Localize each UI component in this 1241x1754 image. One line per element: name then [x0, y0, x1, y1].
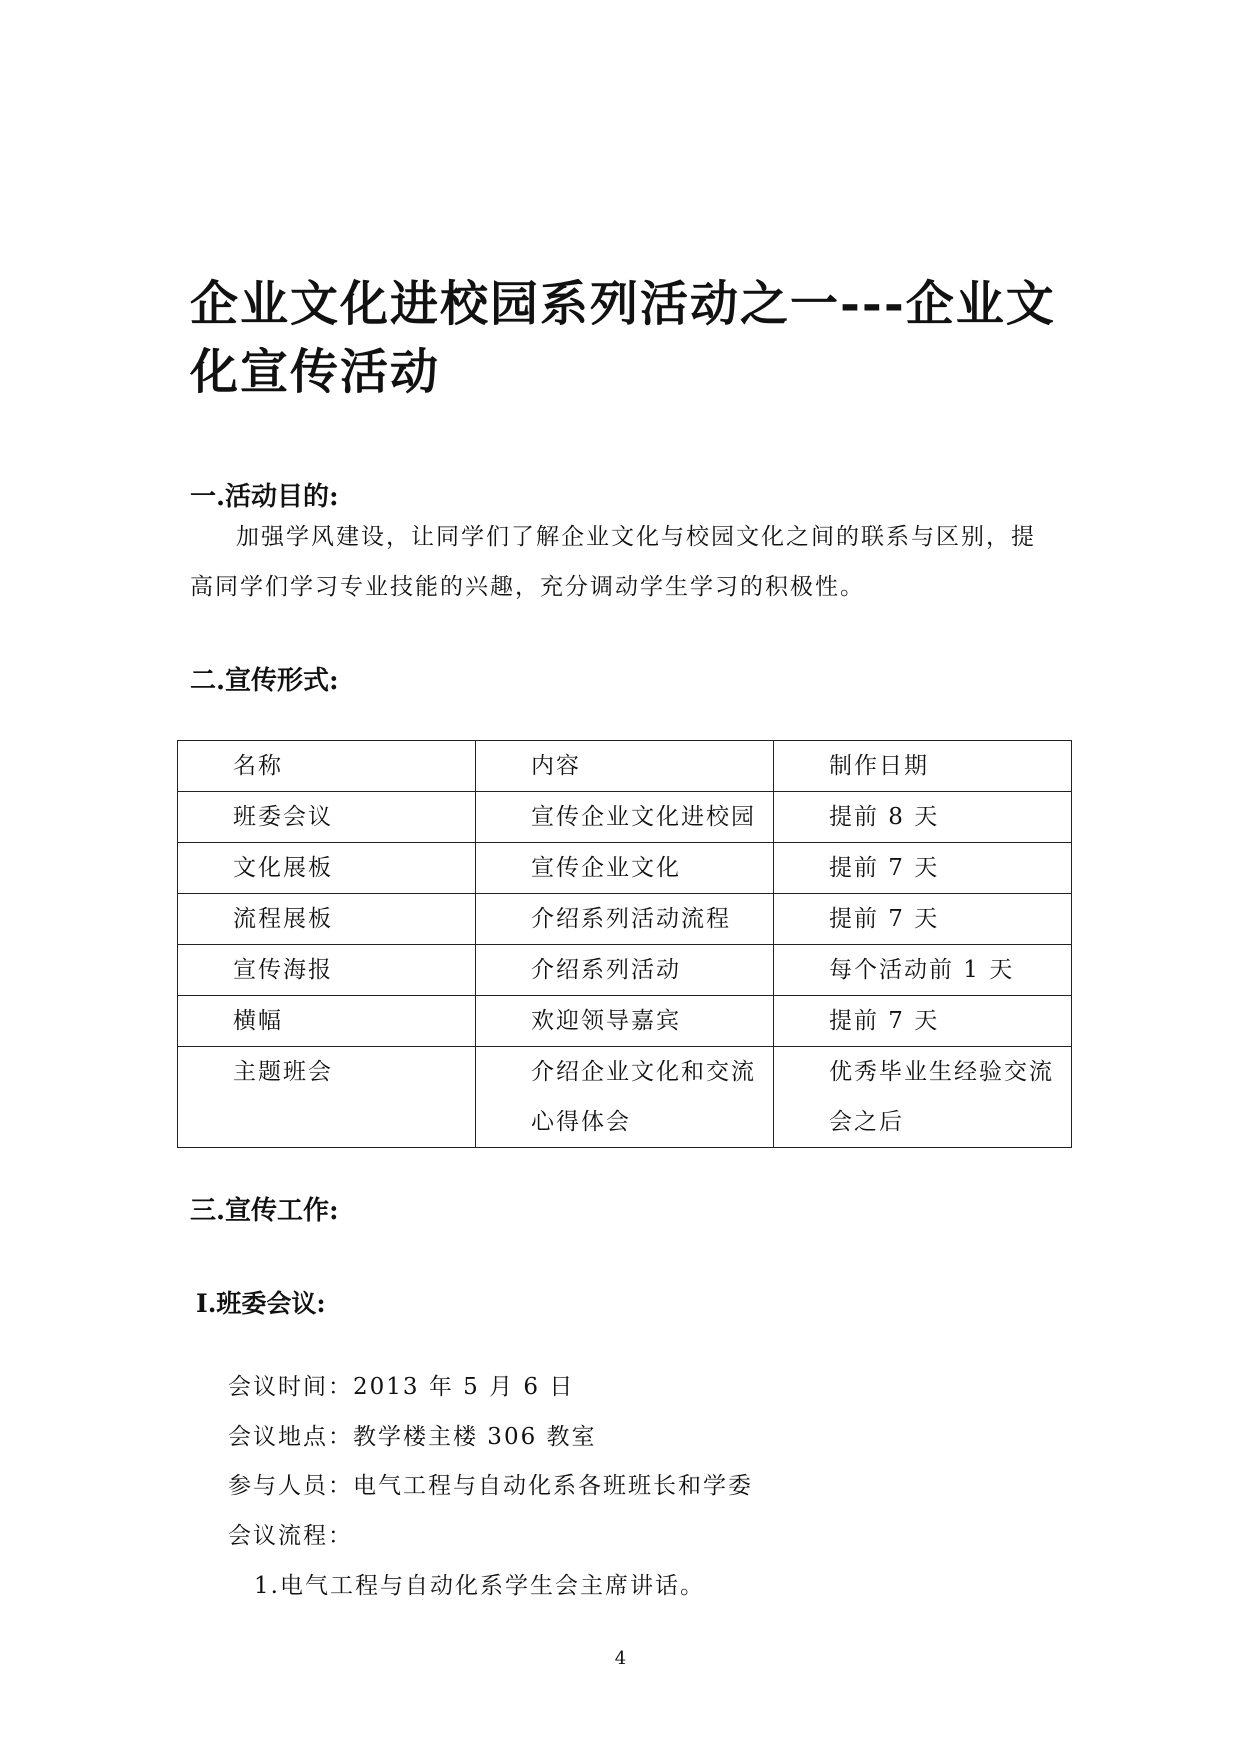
table-cell: 主题班会	[178, 1047, 476, 1148]
table-cell: 提前 7 天	[774, 894, 1072, 945]
table-cell: 欢迎领导嘉宾	[476, 996, 774, 1047]
table-row	[178, 1047, 1072, 1148]
table-cell: 介绍企业文化和交流心得体会	[476, 1047, 774, 1148]
table-cell: 提前 7 天	[774, 843, 1072, 894]
page-number: 4	[614, 1648, 627, 1669]
section-heading-forms: 二.宣传形式:	[190, 666, 339, 696]
section-heading-work: 三.宣传工作:	[190, 1196, 339, 1226]
table-cell: 横幅	[178, 996, 476, 1047]
table-cell: 宣传企业文化	[476, 843, 774, 894]
meeting-time: 会议时间：2013 年 5 月 6 日	[228, 1374, 575, 1400]
table-row	[178, 792, 1072, 843]
table-row	[178, 894, 1072, 945]
table-cell: 文化展板	[178, 843, 476, 894]
table-row	[178, 996, 1072, 1047]
table-header-row	[178, 741, 1072, 792]
table-cell: 提前 8 天	[774, 792, 1072, 843]
table-row	[178, 843, 1072, 894]
meeting-participants: 参与人员：电气工程与自动化系各班班长和学委	[228, 1473, 753, 1499]
meeting-location: 会议地点：教学楼主楼 306 教室	[228, 1424, 597, 1450]
purpose-paragraph	[190, 512, 1060, 612]
table-cell: 介绍系列活动流程	[476, 894, 774, 945]
publicity-forms-table	[177, 740, 1072, 1148]
table-header-cell: 内容	[476, 741, 774, 792]
table-cell: 宣传海报	[178, 945, 476, 996]
table-cell: 流程展板	[178, 894, 476, 945]
meeting-process-label: 会议流程：	[228, 1523, 353, 1549]
table-header-cell: 制作日期	[774, 741, 1072, 792]
table-cell: 每个活动前 1 天	[774, 945, 1072, 996]
table-header-cell: 名称	[178, 741, 476, 792]
table-cell: 提前 7 天	[774, 996, 1072, 1047]
sub-heading-class-meeting: Ⅰ.班委会议:	[196, 1289, 326, 1318]
meeting-process-step: 1.电气工程与自动化系学生会主席讲话。	[254, 1573, 705, 1599]
section-heading-purpose: 一.活动目的:	[190, 482, 339, 512]
table-cell: 介绍系列活动	[476, 945, 774, 996]
table-cell: 优秀毕业生经验交流会之后	[774, 1047, 1072, 1148]
table-cell: 宣传企业文化进校园	[476, 792, 774, 843]
purpose-text: 加强学风建设，让同学们了解企业文化与校园文化之间的联系与区别，提高同学们学习专业技能的兴趣，充分调动学生学习的积极性。	[190, 524, 1036, 600]
page-title: 企业文化进校园系列活动之一---企业文化宣传活动	[190, 276, 1056, 400]
table-row	[178, 945, 1072, 996]
table-cell: 班委会议	[178, 792, 476, 843]
